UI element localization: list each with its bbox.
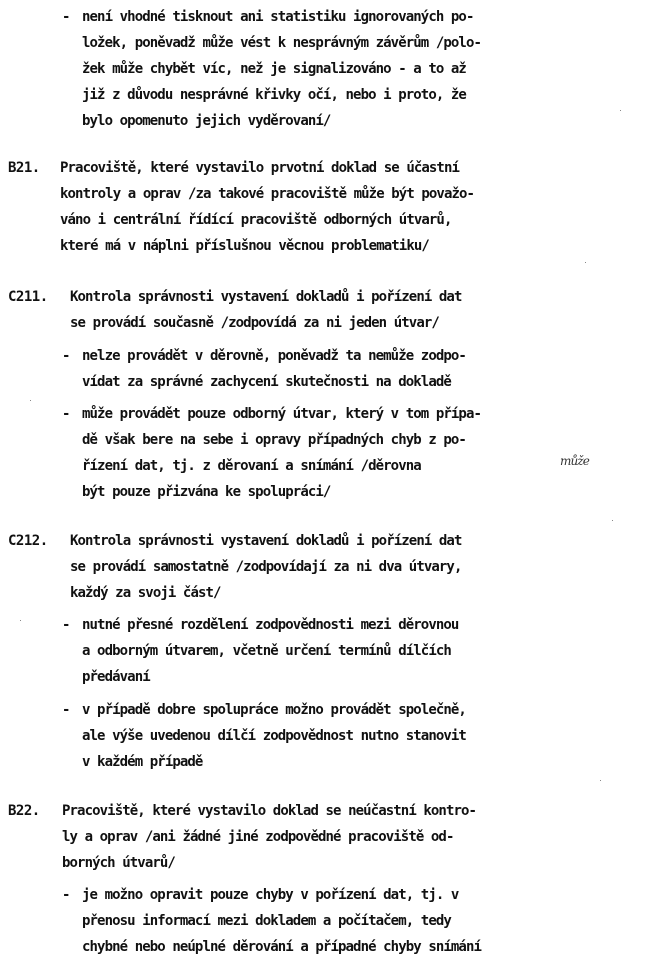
- text-line: ložek, poněvadž může vést k nesprávným závěrům /polo-: [82, 35, 482, 51]
- text-line: se provádí samostatně /zodpovídají za ni dva útvary,: [70, 559, 462, 575]
- text-line: může provádět pouze odborný útvar, který v tom přípa-: [82, 406, 482, 422]
- text-line: v každém případě: [82, 754, 203, 770]
- text-line: přenosu informací mezi dokladem a počítačem, tedy: [82, 913, 451, 929]
- text-line: žek může chybět víc, než je signalizováno - a to až: [82, 61, 466, 77]
- text-line: které má v náplni příslušnou věcnou problematiku/: [60, 238, 429, 254]
- text-line: řízení dat, tj. z děrovaní a snímání /děrovna: [82, 458, 421, 474]
- bullet-dash: -: [62, 617, 71, 633]
- text-line: Kontrola správnosti vystavení dokladů i pořízení dat: [70, 289, 462, 305]
- text-line: nutné přesné rozdělení zodpovědnosti mezi děrovnou: [82, 617, 459, 633]
- text-line: již z důvodu nesprávné křivky očí, nebo i proto, že: [82, 87, 466, 103]
- text-line: chybné nebo neúplné děrování a případné chyby snímání: [82, 939, 482, 955]
- scan-speck: [20, 620, 21, 621]
- text-line: Kontrola správnosti vystavení dokladů i pořízení dat: [70, 533, 462, 549]
- text-line: každý za svoji část/: [70, 585, 221, 601]
- text-line: se provádí současně /zodpovídá za ni jeden útvar/: [70, 315, 439, 331]
- text-line: borných útvarů/: [62, 855, 175, 871]
- bullet-dash: -: [62, 9, 71, 25]
- text-line: je možno opravit pouze chyby v pořízení dat, tj. v: [82, 887, 459, 903]
- text-line: bylo opomenuto jejich vyděrovaní/: [82, 113, 331, 129]
- section-code: C211.: [8, 289, 48, 305]
- scan-speck: [600, 780, 601, 781]
- text-line: váno i centrální řídící pracoviště odborných útvarů,: [60, 212, 452, 228]
- bullet-dash: -: [62, 887, 71, 903]
- text-line: ale výše uvedenou dílčí zodpovědnost nutno stanovit: [82, 728, 466, 744]
- section-code: B22.: [8, 803, 40, 819]
- bullet-dash: -: [62, 702, 71, 718]
- text-line: v případě dobre spolupráce možno provádět společně,: [82, 702, 466, 718]
- text-line: Pracoviště, které vystavilo prvotní doklad se účastní: [60, 160, 460, 176]
- scan-speck: [620, 110, 621, 111]
- text-line: nelze provádět v děrovně, poněvadž ta nemůže zodpo-: [82, 348, 466, 364]
- section-code: C212.: [8, 533, 48, 549]
- scan-speck: [585, 262, 586, 263]
- text-line: není vhodné tisknout ani statistiku ignorovaných po-: [82, 9, 474, 25]
- scan-speck: [30, 400, 31, 401]
- text-line: a odborným útvarem, včetně určení termínů dílčích: [82, 643, 451, 659]
- handwritten-annotation: může: [560, 454, 589, 468]
- scan-speck: [612, 520, 613, 521]
- text-line: kontroly a oprav /za takové pracoviště může být považo-: [60, 186, 475, 202]
- text-line: dě však bere na sebe i opravy případných chyb z po-: [82, 432, 466, 448]
- text-line: být pouze přizvána ke spolupráci/: [82, 484, 331, 500]
- text-line: ly a oprav /ani žádné jiné zodpovědné pracoviště od-: [62, 829, 454, 845]
- section-code: B21.: [8, 160, 40, 176]
- text-line: Pracoviště, které vystavilo doklad se neúčastní kontro-: [62, 803, 477, 819]
- text-line: vídat za správné zachycení skutečnosti na dokladě: [82, 374, 451, 390]
- text-line: předávaní: [82, 669, 150, 685]
- bullet-dash: -: [62, 406, 71, 422]
- bullet-dash: -: [62, 348, 71, 364]
